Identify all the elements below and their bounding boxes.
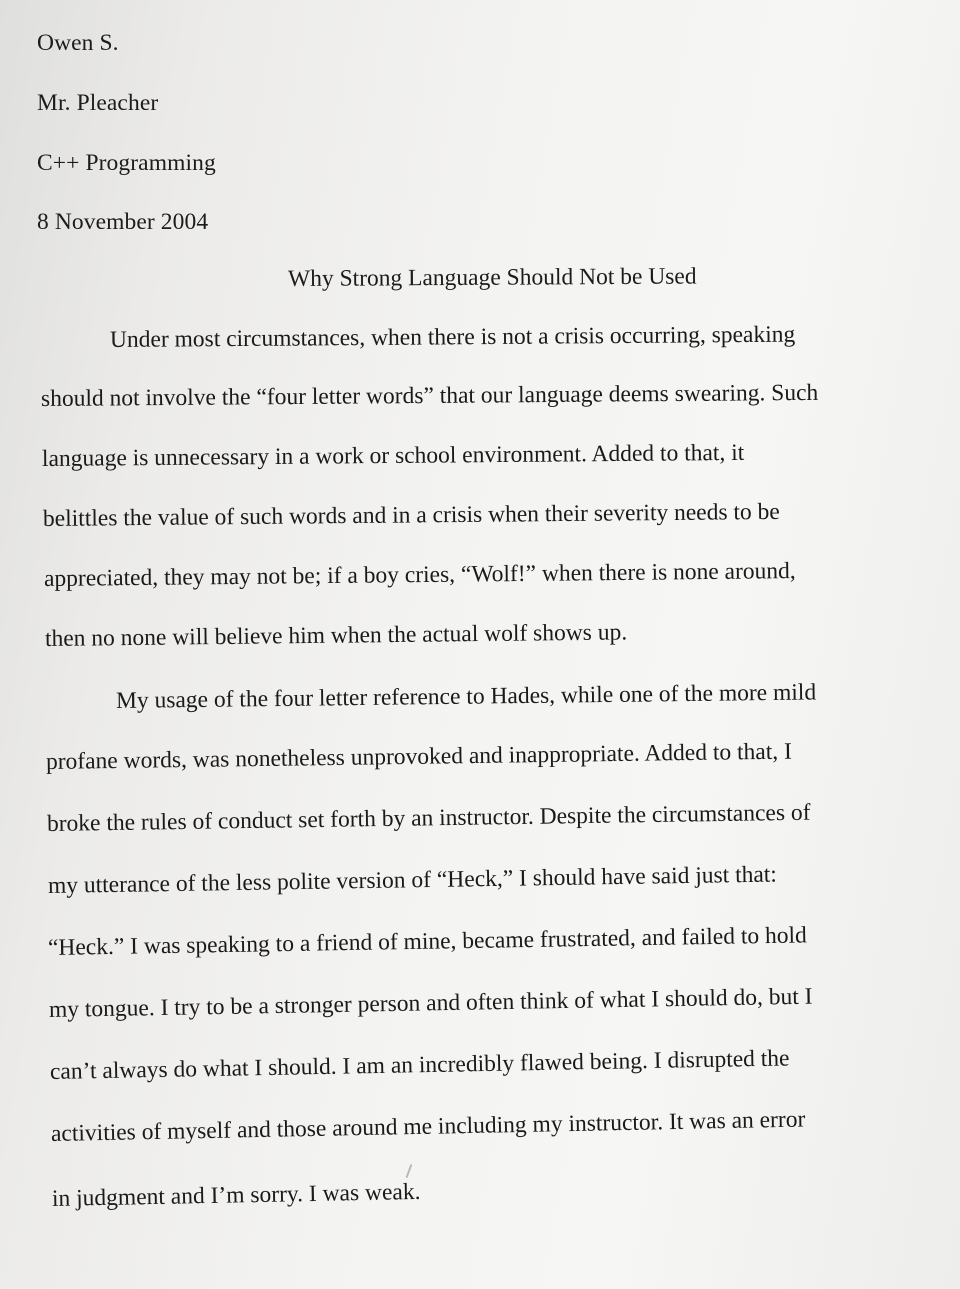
body-line: profane words, was nonetheless unprovoked and inappropriate. Added to that, I — [45, 738, 793, 775]
essay-date: 8 November 2004 — [37, 209, 209, 235]
body-line: belittles the value of such words and in a crisis when their severity needs to be — [42, 498, 780, 532]
essay-title: Why Strong Language Should Not be Used — [287, 263, 697, 292]
body-line: broke the rules of conduct set forth by an instructor. Despite the circumstances of — [46, 799, 811, 837]
body-line: can’t always do what I should. I am an incredibly flawed being. I disrupted the — [49, 1045, 790, 1085]
pencil-mark — [406, 1164, 413, 1178]
body-line: Under most circumstances, when there is not a crisis occurring, speaking — [109, 321, 796, 353]
body-line: activities of myself and those around me including my instructor. It was an error — [50, 1106, 806, 1147]
body-line: should not involve the “four letter words” that our language deems swearing. Such — [40, 379, 819, 412]
body-line: my utterance of the less polite version of “Heck,” I should have said just that: — [47, 861, 778, 899]
body-line: “Heck.” I was speaking to a friend of mine, became frustrated, and failed to hold — [47, 922, 807, 961]
body-line: then no none will believe him when the actual wolf shows up. — [44, 619, 628, 652]
student-name: Owen S. — [37, 30, 119, 56]
body-line: in judgment and I’m sorry. I was weak. — [51, 1178, 421, 1212]
body-line: appreciated, they may not be; if a boy cries, “Wolf!” when there is none around, — [43, 558, 796, 592]
body-line: my tongue. I try to be a stronger person and often think of what I should do, but I — [48, 983, 813, 1023]
course-name: C++ Programming — [37, 150, 216, 176]
teacher-name: Mr. Pleacher — [37, 90, 159, 116]
body-line: language is unnecessary in a work or school environment. Added to that, it — [41, 439, 745, 472]
body-line: My usage of the four letter reference to Hades, while one of the more mild — [115, 679, 817, 714]
